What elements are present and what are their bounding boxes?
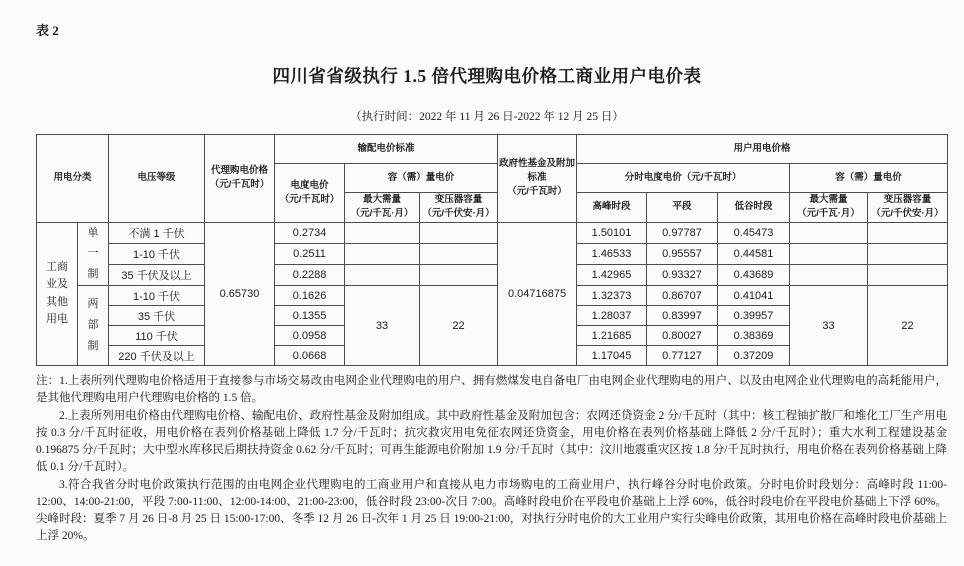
header-max-demand-user: 最大需量 （元/千瓦·月） bbox=[790, 193, 868, 223]
table-label: 表 2 bbox=[36, 23, 59, 38]
voltage-cell: 220 千伏及以上 bbox=[109, 346, 205, 366]
peak-price-cell: 1.28037 bbox=[577, 306, 647, 326]
energy-price-cell: 0.1626 bbox=[275, 286, 345, 306]
empty-max-demand-cell bbox=[345, 264, 420, 285]
two-part-system-cell: 两部制 bbox=[78, 286, 109, 366]
execution-period-subtitle: （执行时间：2022 年 11 月 26 日-2022 年 12 月 25 日） bbox=[350, 111, 624, 123]
usage-class-cell: 工商业及其他用电 bbox=[37, 222, 78, 366]
valley-price-cell: 0.45473 bbox=[718, 222, 790, 243]
header-transformer-capacity-user: 变压器容量 （元/千伏安·月） bbox=[868, 193, 948, 223]
empty-transformer-cell bbox=[420, 264, 498, 285]
page-title: 四川省省级执行 1.5 倍代理购电价格工商业用户电价表 bbox=[272, 66, 702, 86]
energy-price-cell: 0.0958 bbox=[275, 326, 345, 346]
header-transformer-capacity-transmission: 变压器容量 （元/千伏安·月） bbox=[420, 193, 498, 223]
gov-fund-cell: 0.04716875 bbox=[498, 222, 577, 366]
header-capacity-price-user: 容（需）量电价 bbox=[790, 164, 948, 193]
peak-price-cell: 1.50101 bbox=[577, 222, 647, 243]
flat-price-cell: 0.86707 bbox=[647, 286, 718, 306]
header-tou-energy-price: 分时电度电价（元/千瓦时） bbox=[577, 164, 790, 193]
flat-price-cell: 0.95557 bbox=[647, 243, 718, 264]
energy-price-cell: 0.2734 bbox=[275, 222, 345, 243]
energy-price-cell: 0.2288 bbox=[275, 264, 345, 285]
valley-price-cell: 0.37209 bbox=[718, 346, 790, 366]
peak-price-cell: 1.17045 bbox=[577, 346, 647, 366]
voltage-cell: 不满 1 千伏 bbox=[109, 222, 205, 243]
flat-price-cell: 0.80027 bbox=[647, 326, 718, 346]
flat-price-cell: 0.83997 bbox=[647, 306, 718, 326]
voltage-cell: 35 千伏及以上 bbox=[109, 264, 205, 285]
header-energy-price: 电度电价 （元/千瓦时） bbox=[275, 164, 345, 223]
transformer-value-cell: 22 bbox=[868, 286, 948, 366]
header-usage-class: 用电分类 bbox=[37, 135, 109, 223]
valley-price-cell: 0.39957 bbox=[718, 306, 790, 326]
flat-price-cell: 0.97787 bbox=[647, 222, 718, 243]
agent-price-cell: 0.65730 bbox=[205, 222, 275, 366]
empty-max-demand-cell bbox=[790, 222, 868, 243]
header-row-1 bbox=[37, 135, 948, 164]
notes-section bbox=[36, 373, 947, 546]
transformer-value-cell: 22 bbox=[420, 286, 498, 366]
peak-price-cell: 1.46533 bbox=[577, 243, 647, 264]
table-row bbox=[37, 243, 948, 264]
note-paragraph-3: 3.符合我省分时电价政策执行范围的由电网企业代理购电的工商业用户和直接从电力市场购电的工商业用户，执行峰谷分时电价政策。分时电价时段划分：高峰时段 11:00-12:00、14:00-21:00，平段 7:00-11:00、12:00-14:00、21:00-23:00，低谷时段 23:00-次日 7:00。高峰时段电价在平段电价基础上上浮 60%，低谷时段电价在平段电价基础上下浮 60%。尖峰时段：夏季 7 月 26 日-8 月 25 日 15:00-17:00、冬季 12 月 26 日-次年 1 月 25 日 19:00-21:00，对执行分时电价的大工业用户实行尖峰电价政策，其用电价格在高峰时段电价基础上上浮 20%。 bbox=[36, 478, 947, 543]
empty-max-demand-cell bbox=[345, 222, 420, 243]
header-voltage-level: 电压等级 bbox=[109, 135, 205, 223]
empty-max-demand-cell bbox=[790, 243, 868, 264]
valley-price-cell: 0.41041 bbox=[718, 286, 790, 306]
flat-price-cell: 0.77127 bbox=[647, 346, 718, 366]
valley-price-cell: 0.44581 bbox=[718, 243, 790, 264]
peak-price-cell: 1.32373 bbox=[577, 286, 647, 306]
note-paragraph-1: 注：1.上表所列代理购电价格适用于直接参与市场交易改由电网企业代理购电的用户、拥有燃煤发电自备电厂由电网企业代理购电的用户、以及由电网企业代理购电的高耗能用户，是其他代理购电用户代理购电价格的 1.5 倍。 bbox=[36, 375, 947, 405]
empty-transformer-cell bbox=[868, 222, 948, 243]
header-gov-fund: 政府性基金及附加 标准 （元/千瓦时） bbox=[498, 135, 577, 223]
peak-price-cell: 1.42965 bbox=[577, 264, 647, 285]
voltage-cell: 1-10 千伏 bbox=[109, 243, 205, 264]
note-paragraph-2: 2.上表所列用电价格由代理购电价格、输配电价、政府性基金及附加组成。其中政府性基金及附加包含：农网还贷资金 2 分/千瓦时（其中：核工程铀扩散厂和堆化工厂生产用电按 0.3 分/千瓦时征收，用电价格在表列价格基础上降低 1.7 分/千瓦时；抗灾救灾用电免征农网还贷资金，用电价格在表列价格基础上降低 2 分/千瓦时）；重大水利工程建设基金 0.196875 分/千瓦时；大中型水库移民后期扶持资金 0.62 分/千瓦时；可再生能源电价附加 1.9 分/千瓦时（其中：汶川地震重灾区按 1.8 分/千瓦时执行，用电价格在表列价格基础上降低 0.1 分/千瓦时）。 bbox=[36, 409, 947, 474]
header-max-demand-transmission: 最大需量 （元/千瓦·月） bbox=[345, 193, 420, 223]
header-agent-price: 代理购电价格 （元/千瓦时） bbox=[205, 135, 275, 223]
flat-price-cell: 0.93327 bbox=[647, 264, 718, 285]
valley-price-cell: 0.43689 bbox=[718, 264, 790, 285]
header-peak-period: 高峰时段 bbox=[577, 193, 647, 223]
electricity-price-table bbox=[36, 134, 948, 366]
table-row bbox=[37, 286, 948, 306]
energy-price-cell: 0.0668 bbox=[275, 346, 345, 366]
energy-price-cell: 0.1355 bbox=[275, 306, 345, 326]
valley-price-cell: 0.38369 bbox=[718, 326, 790, 346]
empty-transformer-cell bbox=[420, 222, 498, 243]
empty-max-demand-cell bbox=[345, 243, 420, 264]
header-user-price: 用户用电价格 bbox=[577, 135, 948, 164]
empty-transformer-cell bbox=[420, 243, 498, 264]
voltage-cell: 1-10 千伏 bbox=[109, 286, 205, 306]
max-demand-value-cell: 33 bbox=[345, 286, 420, 366]
single-system-cell: 单一制 bbox=[78, 222, 109, 286]
voltage-cell: 110 千伏 bbox=[109, 326, 205, 346]
table-row bbox=[37, 222, 948, 243]
empty-max-demand-cell bbox=[790, 264, 868, 285]
table-row bbox=[37, 264, 948, 285]
header-flat-period: 平段 bbox=[647, 193, 718, 223]
empty-transformer-cell bbox=[868, 243, 948, 264]
max-demand-value-cell: 33 bbox=[790, 286, 868, 366]
header-transmission-standard: 输配电价标准 bbox=[275, 135, 498, 164]
header-capacity-price-transmission: 容（需）量电价 bbox=[345, 164, 498, 193]
energy-price-cell: 0.2511 bbox=[275, 243, 345, 264]
header-valley-period: 低谷时段 bbox=[718, 193, 790, 223]
voltage-cell: 35 千伏 bbox=[109, 306, 205, 326]
empty-transformer-cell bbox=[868, 264, 948, 285]
peak-price-cell: 1.21685 bbox=[577, 326, 647, 346]
